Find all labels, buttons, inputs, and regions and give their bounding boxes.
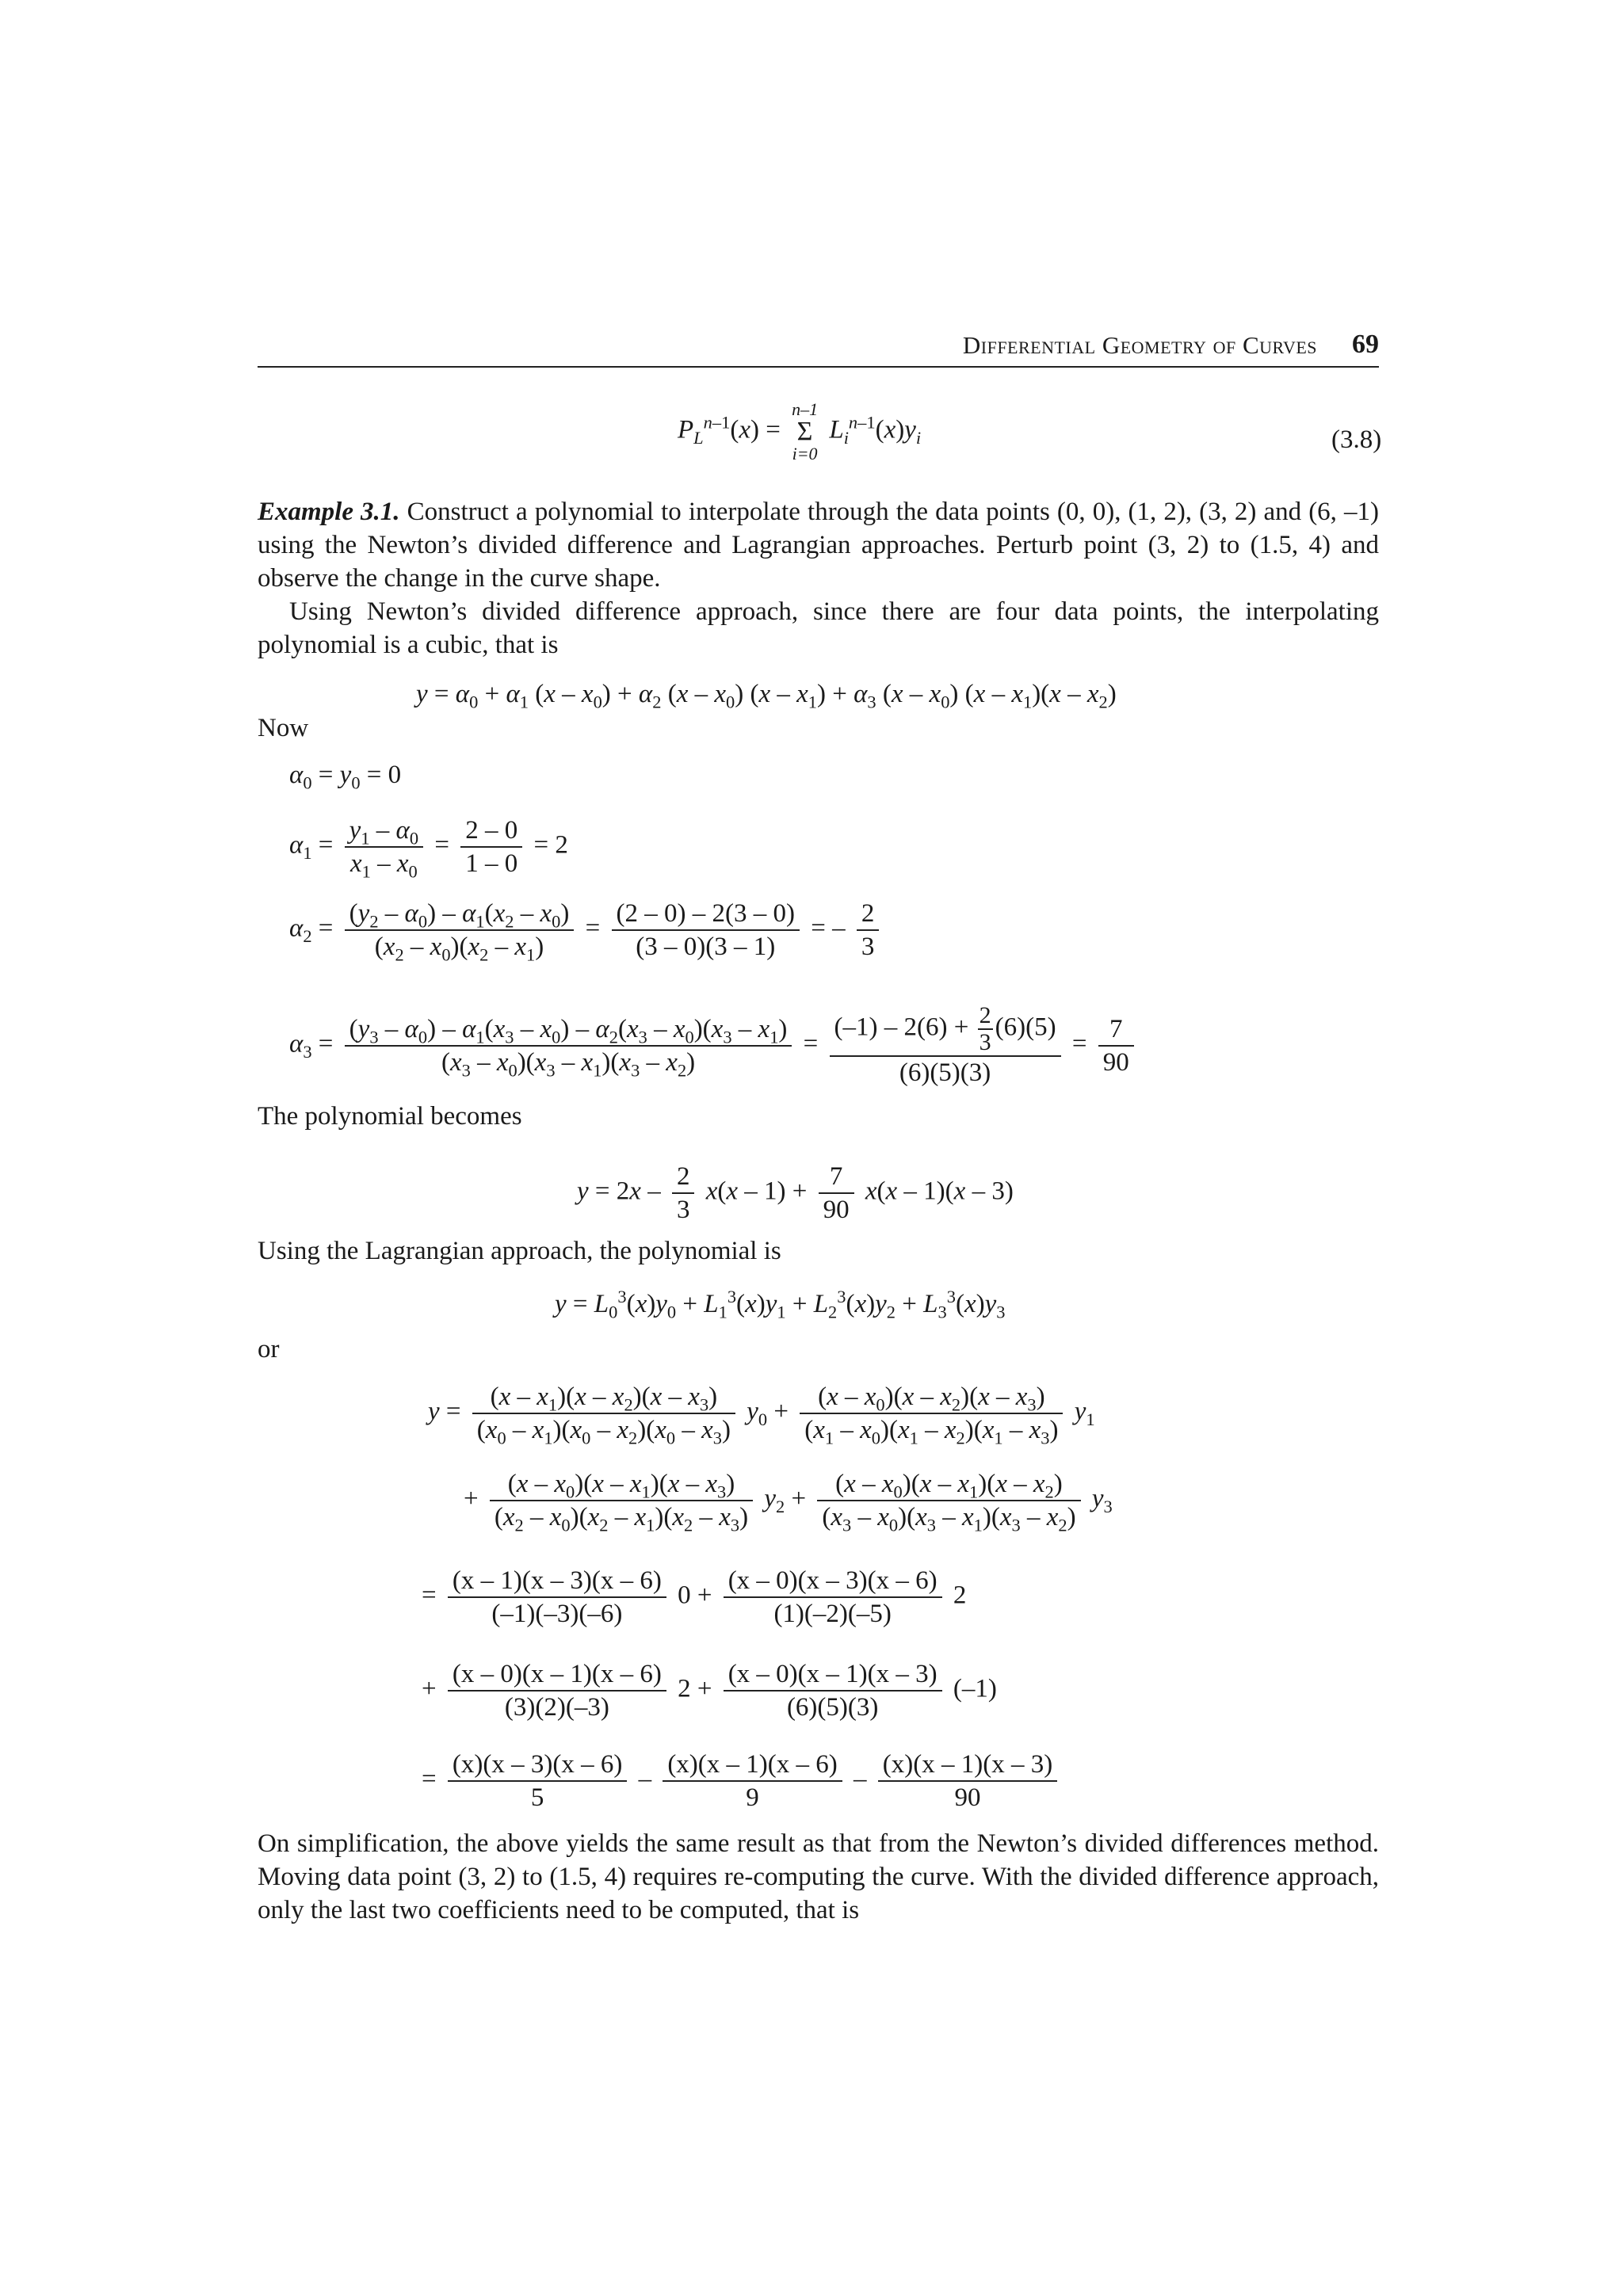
lagrange-expanded-row-1: y = $\frac{(x - x_1)(x - x_2)(x - x_3)}{(x_0 - x_1)(x_0 - x_2)(x_0 - x_3)}$ $y_0$ + $\frac{(x - x_0)(x - x_2)(x - x_3)}{(x_1 - x_0)(x_1 - x_2)(x_1 - x_3)}$ $y_1$ [428, 1383, 1095, 1448]
alpha1-symbolic-fraction: $\frac{y_1 - \alpha_0}{x_1 - x_0}$ [345, 814, 423, 879]
example-statement [258, 495, 1379, 595]
example-label: Example 3.1. [258, 498, 400, 526]
page-number: 69 [1352, 330, 1379, 359]
summation-symbol: n–1 Σ i=0 [792, 399, 819, 463]
lagrange-simplified-row: = $\frac{(x)(x - 3)(x - 6)}{5}$ – $\frac{(x)(x - 1)(x - 6)}{9}$ – $\frac{(x)(x - 1)(x - 3)}{90}$ [422, 1749, 1062, 1814]
lagrangian-form-equation: $y = L_0^3(x)y_0 + L_1^3(x)y_1 + L_2^3(x)y_2 + L_3^3(x)y_3$ [555, 1287, 1006, 1322]
alpha1-numeric-fraction: $\frac{2 - 0}{1 - 0}$ [460, 814, 522, 879]
alpha3-numeric-fraction: (–1) – 2(6) + $\frac{2}{3}$ (6)(5) (6)(5)(3) [830, 1003, 1061, 1089]
alpha2-symbolic-fraction: $\frac{(y_2 - \alpha_0) - \alpha_1(x_2 - x_0)}{(x_2 - x_0)(x_2 - x_1)}$ [345, 898, 575, 963]
alpha3-symbolic-fraction: $\frac{(y_3 - \alpha_0) - \alpha_1(x_3 - x_0) - \alpha_2(x_3 - x_0)(x_3 - x_1)}{(x_3 - x_0)(x_3 - x_1)(x_3 - x_2)}$ [345, 1013, 792, 1078]
newton-polynomial-result: y = 2x – $\frac{2}{3}$ x(x – 1) + $\frac{7}{90}$ x(x – 1)(x – 3) [577, 1162, 1014, 1224]
or-label: or [258, 1335, 280, 1363]
example-text: Construct a polynomial to interpolate through the data points (0, 0), (1, 2), (3, 2) and (6, –1) using the Newton’s divided difference and Lagrangian approaches. Perturb point (3, 2) to (1.5, 4) and observe the change in the curve shape. [258, 498, 1379, 593]
newton-form-equation: $y = \alpha_0 + \alpha_1$ $(x - x_0) + \alpha_2$ $(x - x_0)$ $(x - x_1) + \alpha_3$ $(x - x_0)$ $(x - x_1)(x - x_2)$ [416, 680, 1117, 712]
running-head-title: Differential Geometry of Curves [962, 331, 1317, 359]
conclusion-paragraph: On simplification, the above yields the same result as that from the Newton’s divided differences method. Moving data point (3, 2) to (1.5, 4) requires re-computing the curve. With the divided difference approach, only the last two coefficients need to be computed, that is [258, 1829, 1379, 1924]
lagrange-numeric-row-2: + $\frac{(x - 0)(x - 1)(x - 6)}{(3)(2)(-3)}$ 2 + $\frac{(x - 0)(x - 1)(x - 3)}{(6)(5)(3)}$ (–1) [422, 1660, 997, 1722]
lagrange-numeric-row-1: = $\frac{(x - 1)(x - 3)(x - 6)}{(-1)(-3)(-6)}$ 0 + $\frac{(x - 0)(x - 3)(x - 6)}{(1)(-2)(-5)}$ 2 [422, 1566, 967, 1628]
alpha0-equation: $\alpha_0 = y_0 = 0$ [289, 761, 402, 793]
alpha3-equation: $\alpha_3$ = $\frac{(y_3 - \alpha_0) - \alpha_1(x_3 - x_0) - \alpha_2(x_3 - x_0)(x_3 - x_1)}{(x_3 - x_0)(x_3 - x_1)(x_3 - x_2)}$ = (–1) – 2(6) + $\frac{2}{3}$ (6)(5) (6)(5)(3) = $\frac{7}{90}$ [289, 1003, 1139, 1089]
now-label: Now [258, 714, 309, 742]
polynomial-becomes-label: The polynomial becomes [258, 1102, 522, 1131]
alpha1-equation: $\alpha_1$ = $\frac{y_1 - \alpha_0}{x_1 - x_0}$ = $\frac{2 - 0}{1 - 0}$ = 2 [289, 816, 568, 882]
equation-number: (3.8) [1331, 425, 1382, 454]
newton-intro-paragraph: Using Newton’s divided difference approach, since there are four data points, the interpolating polynomial is a cubic, that is [258, 597, 1379, 659]
alpha2-equation: $\alpha_2$ = $\frac{(y_2 - \alpha_0) - \alpha_1(x_2 - x_0)}{(x_2 - x_0)(x_2 - x_1)}$ = $\frac{(2 - 0) - 2(3 - 0)}{(3 - 0)(3 - 1)}$ = – $\frac{2}{3}$ [289, 898, 884, 963]
alpha3-value: $\frac{7}{90}$ [1098, 1013, 1134, 1078]
lagrange-expanded-row-2: + $\frac{(x - x_0)(x - x_1)(x - x_3)}{(x_2 - x_0)(x_2 - x_1)(x_2 - x_3)}$ $y_2$ + $\frac{(x - x_0)(x - x_1)(x - x_2)}{(x_3 - x_0)(x_3 - x_1)(x_3 - x_2)}$ $y_3$ [464, 1470, 1113, 1535]
alpha1-value: = 2 [533, 830, 568, 860]
lagrangian-intro: Using the Lagrangian approach, the polynomial is [258, 1237, 781, 1265]
running-header [258, 331, 1379, 368]
equation-3-8: $P_L^{n-1}(x)$ = n–1 Σ i=0 $L_i^{n-1}(x)y_i$ [678, 399, 922, 463]
alpha2-numeric-fraction: $\frac{(2 - 0) - 2(3 - 0)}{(3 - 0)(3 - 1)}$ [612, 898, 800, 963]
alpha2-value: $\frac{2}{3}$ [857, 898, 880, 963]
